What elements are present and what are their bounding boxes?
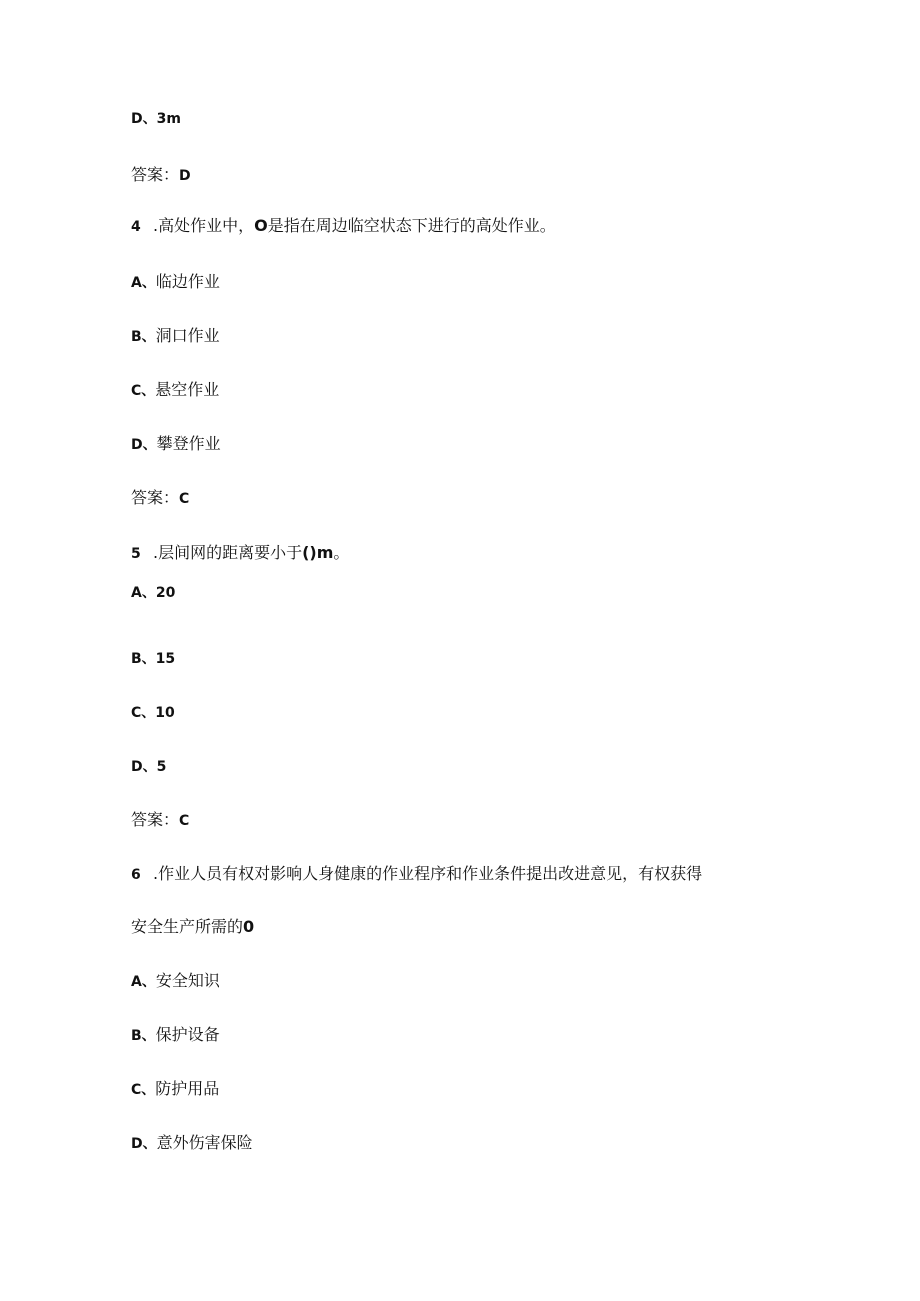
q4-option-c (131, 380, 219, 401)
q5-option-d (131, 756, 166, 777)
option-label: D、 (131, 759, 157, 775)
question-text-c: 。 (333, 543, 350, 562)
q6-question-line2 (131, 917, 254, 937)
option-label: C、 (131, 1082, 156, 1098)
question-blank: 0 (243, 917, 255, 936)
option-label: C、 (131, 383, 156, 399)
question-text-b: O (254, 216, 268, 235)
question-text-a: .高处作业中， (153, 216, 255, 235)
option-label: A、 (131, 974, 156, 990)
option-text: 3m (156, 111, 181, 127)
answer-value: D (179, 168, 191, 184)
option-text: 安全知识 (155, 971, 220, 990)
option-text: 15 (155, 651, 176, 667)
option-text: 防护用品 (155, 1079, 220, 1098)
q4-answer (131, 488, 189, 509)
question-text: .作业人员有权对影响人身健康的作业程序和作业条件提出改进意见，有权获得 (153, 864, 703, 883)
question-text-b: ()m (302, 543, 334, 562)
option-text: 洞口作业 (155, 326, 220, 345)
option-label: A、 (131, 585, 156, 601)
option-text: 20 (155, 585, 176, 601)
q6-option-c (131, 1079, 219, 1100)
q3-option-d (131, 108, 181, 129)
q6-option-a (131, 971, 220, 992)
question-text-a: .层间网的距离要小于 (153, 543, 303, 562)
question-text-c: 是指在周边临空状态下进行的高处作业。 (267, 216, 556, 235)
answer-label: 答案： (131, 165, 180, 184)
q5-option-b (131, 648, 175, 669)
q5-answer (131, 810, 189, 831)
option-label: B、 (131, 651, 156, 667)
option-text: 攀登作业 (156, 434, 221, 453)
q4-option-a (131, 272, 220, 293)
q5-option-c (131, 702, 175, 723)
option-text: 意外伤害保险 (156, 1133, 253, 1152)
option-label: D、 (131, 1136, 157, 1152)
option-label: B、 (131, 1028, 156, 1044)
q3-answer (131, 165, 191, 186)
option-text: 10 (155, 705, 175, 721)
q4-option-b (131, 326, 220, 347)
option-text: 悬空作业 (155, 380, 220, 399)
q6-question-line1 (131, 864, 702, 885)
q4-option-d (131, 434, 221, 455)
question-number: 5 (131, 546, 141, 562)
q6-option-d (131, 1133, 253, 1154)
question-number: 4 (131, 219, 141, 235)
answer-label: 答案： (131, 810, 180, 829)
option-label: B、 (131, 329, 156, 345)
q5-question (131, 543, 349, 564)
q6-option-b (131, 1025, 220, 1046)
option-label: A、 (131, 275, 156, 291)
question-number: 6 (131, 867, 141, 883)
option-label: C、 (131, 705, 156, 721)
option-text: 临边作业 (155, 272, 220, 291)
option-label: D、 (131, 437, 157, 453)
option-text: 5 (156, 759, 167, 775)
answer-value: C (179, 813, 190, 829)
option-label: D、 (131, 111, 157, 127)
option-text: 保护设备 (155, 1025, 220, 1044)
answer-value: C (179, 491, 190, 507)
q4-question (131, 216, 556, 237)
answer-label: 答案： (131, 488, 180, 507)
question-text-continued: 安全生产所需的 (131, 917, 244, 936)
q5-option-a (131, 582, 175, 603)
